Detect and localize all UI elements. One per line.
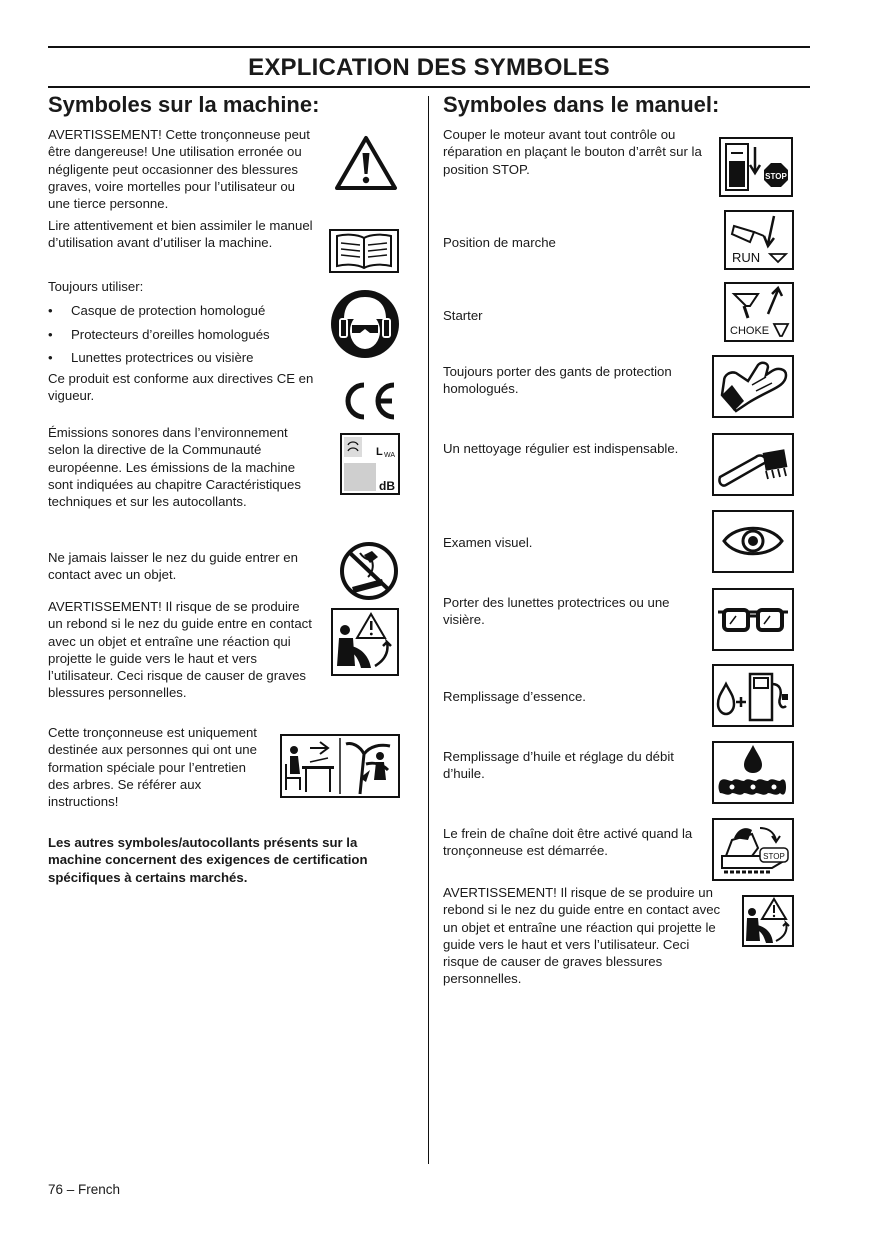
oil-text: Remplissage d’huile et réglage du débit d’huile. — [443, 749, 674, 782]
left-heading: Symboles sur la machine: — [48, 92, 320, 117]
bullet-helmet: Casque de protection homologué — [71, 303, 266, 318]
visual-text: Examen visuel. — [443, 535, 533, 550]
kickback-manual-text: AVERTISSEMENT! Il risque de se produire un rebond si le nez du guide entre en contact avec un objet et entraîne une réaction qui projette le guide vers le haut et vers l’utilisateur. Ceci risque de causer de graves blessures personnelles. — [443, 885, 721, 987]
warning-triangle-icon — [333, 134, 399, 192]
page-footer: 76 – French — [48, 1182, 121, 1197]
ce-text: Ce produit est conforme aux directives CE en vigueur. — [48, 371, 314, 404]
no-nose-contact-icon — [338, 541, 400, 601]
run-position-icon — [724, 210, 794, 270]
fuel-refill-icon — [712, 664, 794, 727]
choke-label: CHOKE — [730, 325, 770, 337]
noise-text: Émissions sonores dans l’environnement selon la directive de la Communauté européenne. Les émissions de la machine sont indiquées au chapitre Caractéristiques techniques et sur les autocollants. — [48, 425, 301, 510]
cleaning-brush-icon — [712, 433, 794, 496]
brake-stop-label: STOP — [763, 852, 785, 861]
noise-emission-icon — [340, 433, 400, 495]
read-manual-text: Lire attentivement et bien assimiler le manuel d’utilisation avant d’utiliser la machine. — [48, 218, 313, 251]
gloves-icon — [712, 355, 794, 418]
helmet-protection-icon — [330, 289, 400, 359]
nose-contact-text: Ne jamais laisser le nez du guide entrer en contact avec un objet. — [48, 550, 298, 583]
warning-text: AVERTISSEMENT! Cette tronçonneuse peut être dangereuse! Une utilisation erronée ou négligente peut occasionner des blessures graves, voire mortelles pour l’utilisateur ou une tierce personne. — [48, 127, 310, 212]
bullet-glasses: Lunettes protectrices ou visière — [71, 350, 254, 365]
gloves-text: Toujours porter des gants de protection homologués. — [443, 364, 672, 397]
svg-text:L: L — [376, 446, 383, 458]
choke-icon — [724, 282, 794, 342]
chain-brake-text: Le frein de chaîne doit être activé quand la tronçonneuse est démarrée. — [443, 826, 693, 859]
page-title: EXPLICATION DES SYMBOLES — [248, 54, 610, 81]
right-heading: Symboles dans le manuel: — [443, 92, 720, 117]
trained-personnel-icon — [280, 734, 400, 798]
chain-oil-icon — [712, 741, 794, 804]
starter-text: Starter — [443, 308, 483, 323]
kickback-warning-icon — [331, 608, 399, 676]
stop-label: STOP — [765, 172, 787, 181]
svg-text:WA: WA — [384, 452, 396, 459]
run-label: RUN — [732, 250, 761, 265]
kickback-warning-text: AVERTISSEMENT! Il risque de se produire un rebond si le nez du guide entre en contact avec un objet et entraîne une réaction qui projette le guide vers le haut et vers l’utilisateur. Ceci risque de causer de graves blessures personnelles. — [48, 599, 312, 701]
eye-icon — [712, 510, 794, 573]
top-rule — [48, 46, 810, 48]
fuel-text: Remplissage d’essence. — [443, 689, 586, 704]
always-use-text: Toujours utiliser: — [48, 279, 144, 294]
bullet-ear: Protecteurs d’oreilles homologués — [71, 327, 270, 342]
safety-glasses-icon — [712, 588, 794, 651]
db-label: dB — [379, 479, 395, 493]
manual-book-icon — [329, 229, 399, 273]
cleaning-text: Un nettoyage régulier est indispensable. — [443, 441, 679, 456]
chain-brake-icon — [712, 818, 794, 881]
other-symbols-note: Les autres symboles/autocollants présents sur la machine concernent des exigences de certification spécifiques à certains marchés. — [48, 835, 368, 885]
ce-mark-icon — [337, 381, 399, 421]
glasses-text: Porter des lunettes protectrices ou une visière. — [443, 595, 670, 628]
trained-user-text: Cette tronçonneuse est uniquement destinée aux personnes qui ont une formation spéciale pour l’entretien des arbres. Se référer aux instructions! — [48, 725, 257, 810]
kickback-manual-icon — [742, 895, 794, 947]
title-rule — [48, 86, 810, 88]
column-divider — [428, 96, 429, 1164]
stop-text: Couper le moteur avant tout contrôle ou réparation en plaçant le bouton d’arrêt sur la position STOP. — [443, 127, 702, 177]
run-text: Position de marche — [443, 235, 556, 250]
stop-switch-icon — [719, 137, 793, 197]
